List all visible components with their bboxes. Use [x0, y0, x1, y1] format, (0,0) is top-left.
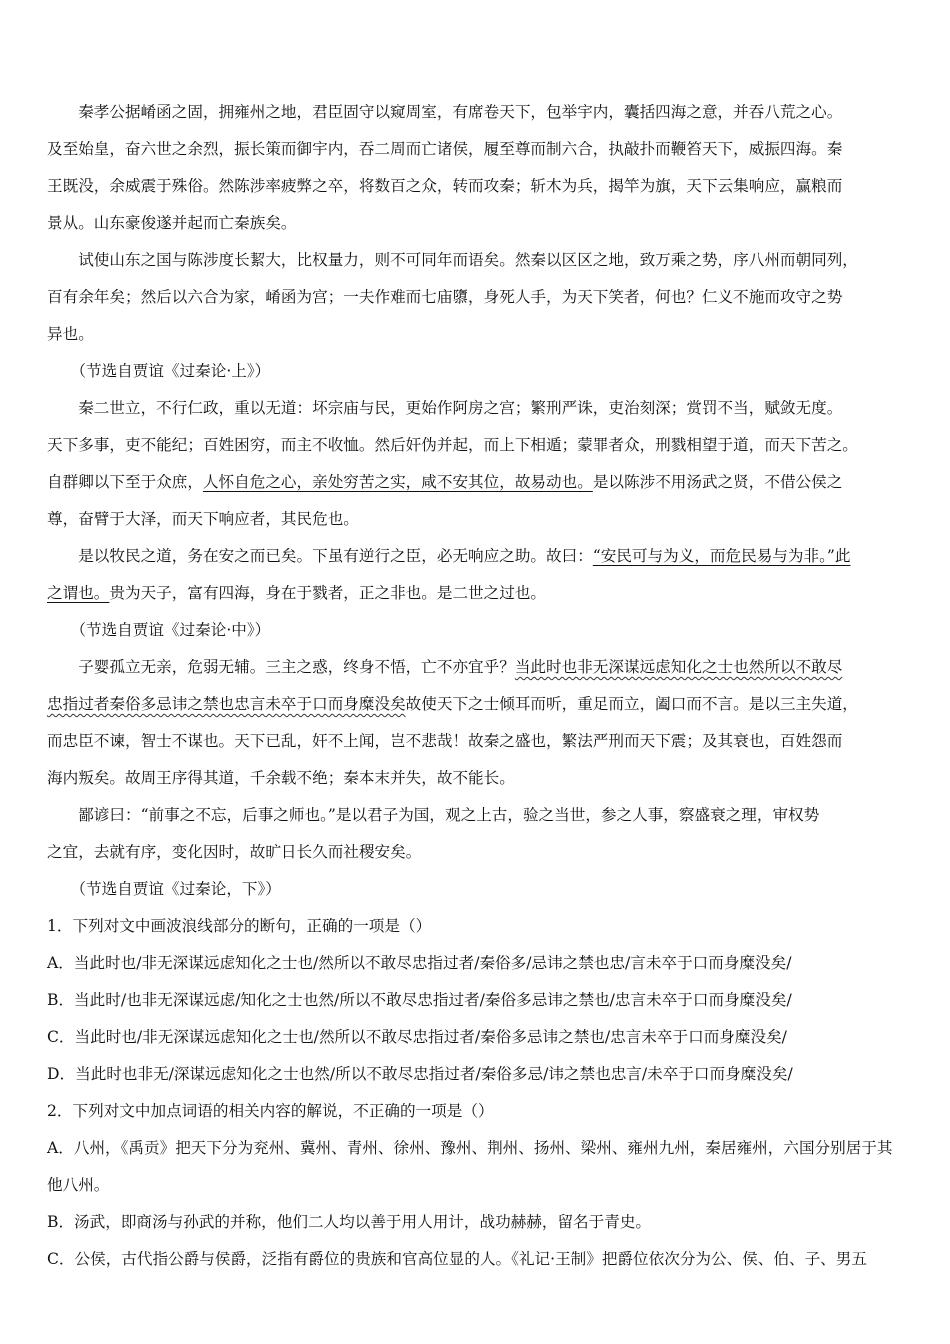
q2-option-a-line-1: A．八州，《禹贡》把天下分为兖州、冀州、青州、徐州、豫州、荆州、扬州、梁州、雍州九州，秦居雍州，六国分别居于其 — [47, 1139, 893, 1157]
q2-option-a-line-2: 他八州。 — [47, 1176, 110, 1194]
passage-line-13 — [47, 542, 850, 570]
line-13-pre: 是以牧民之道，务在安之而已矣。下虽有逆行之臣，必无响应之助。故曰： — [47, 547, 593, 565]
line-17-post: 故使天下之士倾耳而听，重足而立，阖口而不言。是以三主失道， — [405, 695, 858, 713]
q1-option-b: B．当此时/也非无深谋远虑/知化之士也然/所以不敢尽忠指过者/秦俗多忌讳之禁也/忠言未卒于口而身糜没矣/ — [47, 991, 792, 1009]
q1-option-c: C．当此时也/非无深谋远虑知化之士也/然所以不敢尽忠指过者/秦俗多忌讳之禁也/忠言未卒于口而身糜没矣/ — [47, 1028, 787, 1046]
passage-line-14 — [47, 579, 546, 607]
source-line-2: （节选自贾谊《过秦论·中》） — [47, 621, 271, 639]
q2-option-c: C．公侯，古代指公爵与侯爵，泛指有爵位的贵族和官高位显的人。《礼记·王制》把爵位依次分为公、侯、伯、子、男五 — [47, 1250, 867, 1268]
passage-line-21: 之宜，去就有序，变化因时，故旷日长久而社稷安矣。 — [47, 843, 422, 861]
passage-line-16 — [47, 653, 842, 681]
passage-line-20: 鄙谚曰：“前事之不忘，后事之师也。”是以君子为国，观之上古，验之当世，参之人事，察盛衰之理，审权势 — [47, 806, 820, 824]
passage-line-3: 王既没，余威震于殊俗。然陈涉率疲弊之卒，将数百之众，转而攻秦；斩木为兵，揭竿为旗，天下云集响应，赢粮而 — [47, 177, 843, 195]
passage-line-2: 及至始皇，奋六世之余烈，振长策而御宇内，吞二周而亡诸侯，履至尊而制六合，执敲扑而鞭笞天下，威振四海。秦 — [47, 140, 843, 158]
underlined-quote-part-1: “安民可与为义，而危民易与为非。”此 — [592, 547, 851, 565]
passage-line-12: 尊，奋臂于大泽，而天下响应者，其民危也。 — [47, 510, 359, 528]
line-16-pre: 子婴孤立无亲，危弱无辅。三主之惑，终身不悟，亡不亦宜乎？ — [47, 658, 515, 676]
line-11-post: 是以陈涉不用汤武之贤，不借公侯之 — [592, 473, 843, 491]
source-line-1: （节选自贾谊《过秦论·上》） — [47, 362, 271, 380]
passage-line-6: 百有余年矣；然后以六合为家，崤函为宫；一夫作难而七庙隳，身死人手，为天下笑者，何也？仁义不施而攻守之势 — [47, 288, 843, 306]
line-11-pre: 自群卿以下至于众庶， — [47, 473, 203, 491]
passage-line-18: 而忠臣不谏，智士不谋也。天下已乱，奸不上闻，岂不悲哉！故秦之盛也，繁法严刑而天下震；及其衰也，百姓怨而 — [47, 732, 843, 750]
q1-option-d: D．当此时也非无/深谋远虑知化之士也然/所以不敢尽忠指过者/秦俗多忌/讳之禁也忠言/未卒于口而身糜没矣/ — [47, 1065, 793, 1083]
q1-option-a: A．当此时也/非无深谋远虑知化之士也/然所以不敢尽忠指过者/秦俗多/忌讳之禁也忠/言未卒于口而身糜没矣/ — [47, 954, 792, 972]
passage-line-4: 景从。山东豪俊遂并起而亡秦族矣。 — [47, 214, 297, 232]
passage-line-7: 异也。 — [47, 325, 94, 343]
passage-line-19: 海内叛矣。故周王序得其道，千余载不绝；秦本末并失，故不能长。 — [47, 769, 515, 787]
passage-line-1: 秦孝公据崤函之固，拥雍州之地，君臣固守以窥周室，有席卷天下，包举宇内，囊括四海之意，并吞八荒之心。 — [47, 103, 843, 121]
passage-line-9: 秦二世立，不行仁政，重以无道：坏宗庙与民，更始作阿房之宫；繁刑严诛，吏治刻深；赏罚不当，赋敛无度。 — [47, 399, 843, 417]
line-14-post: 贵为天子，富有四海，身在于戮者，正之非也。是二世之过也。 — [109, 584, 547, 602]
underlined-quote-part-2: 之谓也。 — [47, 584, 110, 602]
wavy-segment-1: 当此时也非无深谋远虑知化之士也然所以不敢尽 — [514, 658, 843, 676]
question-2: 2．下列对文中加点词语的相关内容的解说，不正确的一项是（） — [47, 1102, 494, 1120]
passage-line-11 — [47, 468, 842, 496]
q2-option-b: B．汤武，即商汤与孙武的并称，他们二人均以善于用人用计，战功赫赫，留名于青史。 — [47, 1213, 652, 1231]
passage-line-10: 天下多事，吏不能纪；百姓困穷，而主不收恤。然后奸伪并起，而上下相遁；蒙罪者众，刑戮相望于道，而天下苦之。 — [47, 436, 858, 454]
underlined-sentence-1: 人怀自危之心，亲处穷苦之实，咸不安其位，故易动也。 — [202, 473, 593, 491]
passage-line-17 — [47, 690, 858, 718]
question-1: 1．下列对文中画波浪线部分的断句，正确的一项是（） — [47, 917, 432, 935]
source-line-3: （节选自贾谊《过秦论，下》） — [47, 880, 281, 898]
passage-line-5: 试使山东之国与陈涉度长絜大，比权量力，则不可同年而语矣。然秦以区区之地，致万乘之势，序八州而朝同列， — [47, 251, 858, 269]
wavy-segment-2: 忠指过者秦俗多忌讳之禁也忠言未卒于口而身糜没矣 — [47, 695, 406, 713]
